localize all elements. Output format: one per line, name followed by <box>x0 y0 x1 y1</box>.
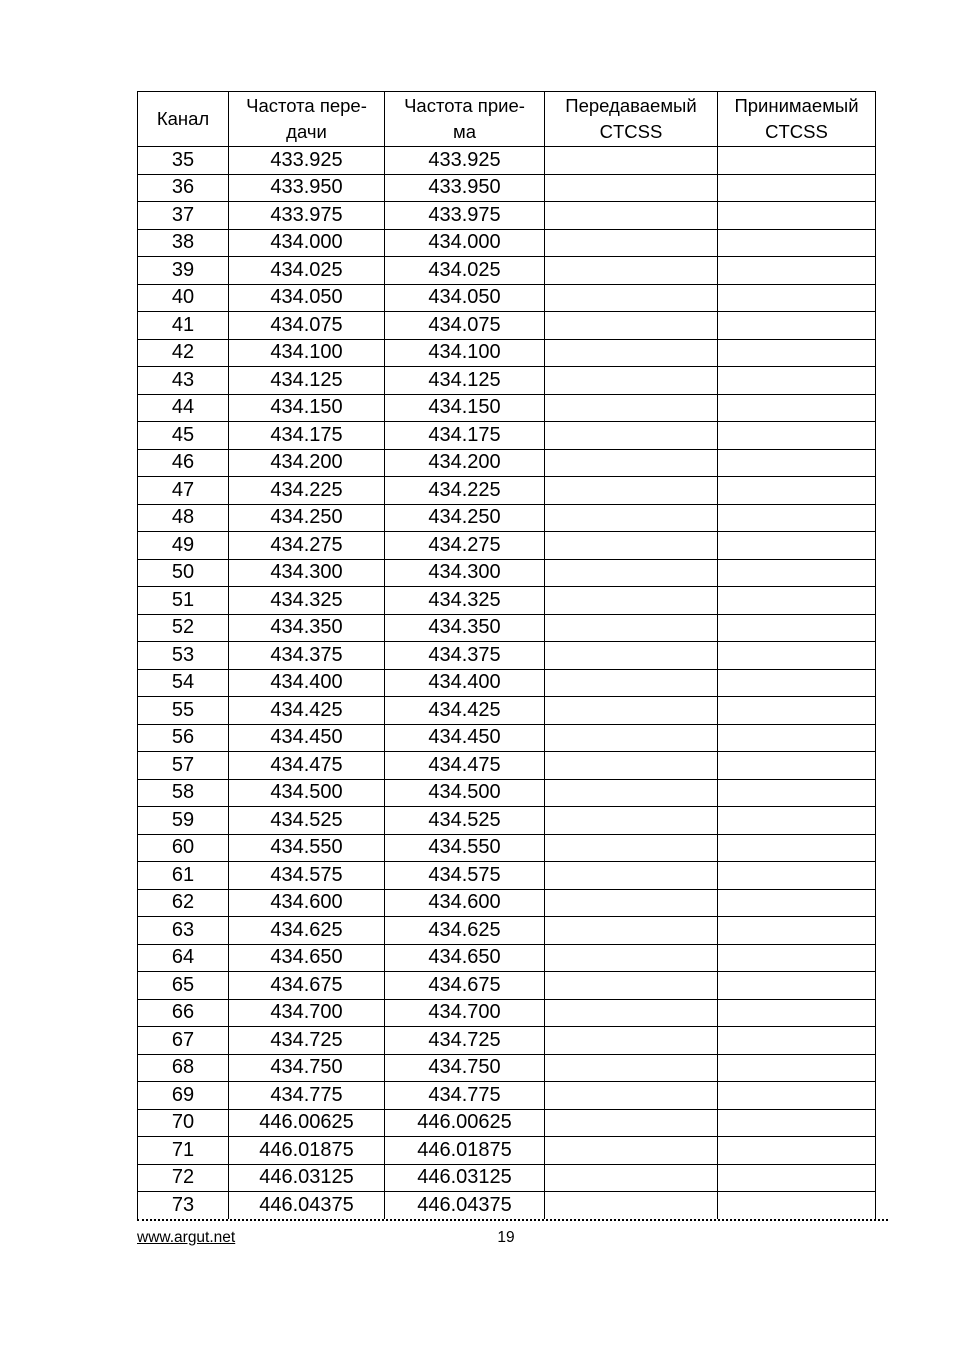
tx-ctcss-cell <box>545 1109 718 1137</box>
channel-cell: 52 <box>138 614 229 642</box>
table-row <box>138 1164 876 1192</box>
tx-freq-cell: 434.425 <box>229 697 385 725</box>
rx-freq-cell: 434.275 <box>385 532 545 560</box>
rx-ctcss-cell <box>718 642 876 670</box>
table-row <box>138 999 876 1027</box>
rx-ctcss-cell <box>718 229 876 257</box>
tx-freq-cell: 434.075 <box>229 312 385 340</box>
rx-freq-cell: 434.100 <box>385 339 545 367</box>
tx-freq-cell: 434.600 <box>229 889 385 917</box>
rx-ctcss-cell <box>718 422 876 450</box>
channel-cell: 72 <box>138 1164 229 1192</box>
table-row <box>138 229 876 257</box>
channel-cell: 47 <box>138 477 229 505</box>
rx-ctcss-cell <box>718 449 876 477</box>
tx-freq-cell: 434.725 <box>229 1027 385 1055</box>
channel-cell: 43 <box>138 367 229 395</box>
table-row <box>138 889 876 917</box>
channel-cell: 35 <box>138 147 229 175</box>
channel-table-container <box>137 91 875 1249</box>
column-header-tx_freq <box>229 92 385 147</box>
rx-freq-cell: 434.675 <box>385 972 545 1000</box>
channel-cell: 46 <box>138 449 229 477</box>
table-row <box>138 312 876 340</box>
tx-ctcss-cell <box>545 807 718 835</box>
tx-ctcss-cell <box>545 1164 718 1192</box>
rx-freq-cell: 434.200 <box>385 449 545 477</box>
channel-cell: 70 <box>138 1109 229 1137</box>
rx-freq-cell: 434.250 <box>385 504 545 532</box>
rx-ctcss-cell <box>718 477 876 505</box>
column-header-channel <box>138 92 229 147</box>
column-header-channel-line: Канал <box>156 108 210 130</box>
tx-freq-cell: 434.000 <box>229 229 385 257</box>
column-header-tx_freq-line: Частота пере- <box>246 95 367 117</box>
tx-ctcss-cell <box>545 669 718 697</box>
table-row <box>138 944 876 972</box>
table-row <box>138 697 876 725</box>
table-row <box>138 917 876 945</box>
table-row <box>138 257 876 285</box>
channel-cell: 41 <box>138 312 229 340</box>
rx-freq-cell: 446.01875 <box>385 1137 545 1165</box>
channel-table-body <box>138 147 876 1219</box>
table-row <box>138 642 876 670</box>
channel-cell: 36 <box>138 174 229 202</box>
channel-cell: 54 <box>138 669 229 697</box>
channel-cell: 68 <box>138 1054 229 1082</box>
tx-freq-cell: 434.700 <box>229 999 385 1027</box>
rx-ctcss-cell <box>718 889 876 917</box>
table-row <box>138 284 876 312</box>
tx-freq-cell: 433.950 <box>229 174 385 202</box>
tx-ctcss-cell <box>545 174 718 202</box>
rx-freq-cell: 433.925 <box>385 147 545 175</box>
column-header-rx_ctcss-line: CTCSS <box>765 121 828 142</box>
tx-freq-cell: 434.750 <box>229 1054 385 1082</box>
tx-freq-cell: 434.225 <box>229 477 385 505</box>
tx-freq-cell: 446.00625 <box>229 1109 385 1137</box>
tx-ctcss-cell <box>545 339 718 367</box>
page-number: 19 <box>497 1228 515 1246</box>
column-header-tx_ctcss <box>545 92 718 147</box>
tx-ctcss-cell <box>545 587 718 615</box>
table-row <box>138 174 876 202</box>
table-row <box>138 587 876 615</box>
rx-ctcss-cell <box>718 504 876 532</box>
rx-freq-cell: 434.400 <box>385 669 545 697</box>
channel-cell: 40 <box>138 284 229 312</box>
table-row <box>138 1137 876 1165</box>
channel-cell: 48 <box>138 504 229 532</box>
tx-freq-cell: 433.925 <box>229 147 385 175</box>
rx-freq-cell: 434.225 <box>385 477 545 505</box>
table-row <box>138 394 876 422</box>
channel-cell: 59 <box>138 807 229 835</box>
rx-ctcss-cell <box>718 257 876 285</box>
column-header-rx_freq <box>385 92 545 147</box>
table-row <box>138 724 876 752</box>
rx-freq-cell: 446.04375 <box>385 1192 545 1219</box>
rx-freq-cell: 434.300 <box>385 559 545 587</box>
table-row <box>138 834 876 862</box>
tx-freq-cell: 434.200 <box>229 449 385 477</box>
column-header-tx_ctcss-line: Передаваемый <box>565 95 697 117</box>
tx-ctcss-cell <box>545 229 718 257</box>
channel-cell: 42 <box>138 339 229 367</box>
tx-freq-cell: 446.03125 <box>229 1164 385 1192</box>
channel-cell: 56 <box>138 724 229 752</box>
rx-freq-cell: 434.525 <box>385 807 545 835</box>
tx-freq-cell: 434.575 <box>229 862 385 890</box>
tx-ctcss-cell <box>545 1192 718 1219</box>
tx-freq-cell: 434.675 <box>229 972 385 1000</box>
rx-freq-cell: 434.475 <box>385 752 545 780</box>
tx-ctcss-cell <box>545 724 718 752</box>
tx-freq-cell: 434.375 <box>229 642 385 670</box>
table-row <box>138 862 876 890</box>
channel-cell: 38 <box>138 229 229 257</box>
column-header-rx_freq-line: ма <box>452 121 476 142</box>
tx-freq-cell: 434.550 <box>229 834 385 862</box>
rx-freq-cell: 434.375 <box>385 642 545 670</box>
column-header-rx_ctcss-line: Принимаемый <box>734 95 859 117</box>
rx-ctcss-cell <box>718 147 876 175</box>
rx-ctcss-cell <box>718 202 876 230</box>
tx-freq-cell: 434.150 <box>229 394 385 422</box>
column-header-tx_freq-line: дачи <box>286 121 327 142</box>
footer-website-link[interactable]: www.argut.net <box>137 1228 236 1246</box>
tx-ctcss-cell <box>545 367 718 395</box>
rx-ctcss-cell <box>718 339 876 367</box>
tx-ctcss-cell <box>545 697 718 725</box>
tx-freq-cell: 434.525 <box>229 807 385 835</box>
table-row <box>138 477 876 505</box>
tx-freq-cell: 434.025 <box>229 257 385 285</box>
channel-cell: 44 <box>138 394 229 422</box>
rx-ctcss-cell <box>718 779 876 807</box>
rx-freq-cell: 434.725 <box>385 1027 545 1055</box>
rx-freq-cell: 434.325 <box>385 587 545 615</box>
column-header-tx_ctcss-line: CTCSS <box>599 121 663 142</box>
page-footer <box>137 1227 875 1249</box>
header-row <box>138 92 876 147</box>
rx-ctcss-cell <box>718 944 876 972</box>
tx-freq-cell: 434.100 <box>229 339 385 367</box>
channel-cell: 63 <box>138 917 229 945</box>
rx-ctcss-cell <box>718 724 876 752</box>
channel-cell: 73 <box>138 1192 229 1219</box>
rx-ctcss-cell <box>718 834 876 862</box>
tx-ctcss-cell <box>545 559 718 587</box>
tx-ctcss-cell <box>545 504 718 532</box>
table-row <box>138 1082 876 1110</box>
table-row <box>138 1027 876 1055</box>
table-row <box>138 1192 876 1219</box>
rx-freq-cell: 434.500 <box>385 779 545 807</box>
rx-ctcss-cell <box>718 669 876 697</box>
tx-ctcss-cell <box>545 477 718 505</box>
tx-ctcss-cell <box>545 257 718 285</box>
channel-cell: 71 <box>138 1137 229 1165</box>
rx-freq-cell: 434.550 <box>385 834 545 862</box>
table-row <box>138 422 876 450</box>
rx-ctcss-cell <box>718 972 876 1000</box>
tx-ctcss-cell <box>545 202 718 230</box>
channel-cell: 66 <box>138 999 229 1027</box>
table-row <box>138 669 876 697</box>
channel-table-header <box>138 92 876 147</box>
channel-cell: 50 <box>138 559 229 587</box>
table-row <box>138 147 876 175</box>
tx-ctcss-cell <box>545 779 718 807</box>
rx-freq-cell: 434.425 <box>385 697 545 725</box>
rx-ctcss-cell <box>718 284 876 312</box>
column-header-rx_freq-line: Частота прие- <box>404 95 525 117</box>
tx-freq-cell: 434.475 <box>229 752 385 780</box>
table-row <box>138 339 876 367</box>
rx-freq-cell: 434.575 <box>385 862 545 890</box>
channel-cell: 64 <box>138 944 229 972</box>
rx-freq-cell: 434.600 <box>385 889 545 917</box>
rx-ctcss-cell <box>718 394 876 422</box>
channel-cell: 67 <box>138 1027 229 1055</box>
tx-freq-cell: 434.650 <box>229 944 385 972</box>
rx-ctcss-cell <box>718 1109 876 1137</box>
tx-ctcss-cell <box>545 889 718 917</box>
tx-freq-cell: 434.625 <box>229 917 385 945</box>
rx-ctcss-cell <box>718 1054 876 1082</box>
rx-freq-cell: 433.950 <box>385 174 545 202</box>
rx-ctcss-cell <box>718 312 876 340</box>
rx-ctcss-cell <box>718 614 876 642</box>
rx-freq-cell: 434.050 <box>385 284 545 312</box>
tx-ctcss-cell <box>545 999 718 1027</box>
tx-ctcss-cell <box>545 1137 718 1165</box>
rx-ctcss-cell <box>718 697 876 725</box>
tx-ctcss-cell <box>545 1027 718 1055</box>
rx-freq-cell: 434.775 <box>385 1082 545 1110</box>
rx-ctcss-cell <box>718 862 876 890</box>
tx-freq-cell: 434.400 <box>229 669 385 697</box>
tx-freq-cell: 434.125 <box>229 367 385 395</box>
rx-ctcss-cell <box>718 807 876 835</box>
rx-ctcss-cell <box>718 367 876 395</box>
tx-ctcss-cell <box>545 1082 718 1110</box>
channel-cell: 60 <box>138 834 229 862</box>
tx-ctcss-cell <box>545 917 718 945</box>
rx-freq-cell: 434.750 <box>385 1054 545 1082</box>
tx-freq-cell: 434.175 <box>229 422 385 450</box>
table-row <box>138 807 876 835</box>
tx-freq-cell: 446.04375 <box>229 1192 385 1219</box>
tx-ctcss-cell <box>545 642 718 670</box>
rx-ctcss-cell <box>718 752 876 780</box>
table-row <box>138 559 876 587</box>
rx-freq-cell: 433.975 <box>385 202 545 230</box>
channel-cell: 53 <box>138 642 229 670</box>
channel-cell: 49 <box>138 532 229 560</box>
rx-freq-cell: 434.075 <box>385 312 545 340</box>
tx-freq-cell: 434.050 <box>229 284 385 312</box>
rx-ctcss-cell <box>718 1164 876 1192</box>
rx-ctcss-cell <box>718 999 876 1027</box>
tx-ctcss-cell <box>545 752 718 780</box>
table-row <box>138 752 876 780</box>
tx-ctcss-cell <box>545 532 718 560</box>
tx-ctcss-cell <box>545 422 718 450</box>
table-row <box>138 532 876 560</box>
channel-cell: 55 <box>138 697 229 725</box>
page-break-dotted-line <box>137 1219 888 1221</box>
rx-ctcss-cell <box>718 587 876 615</box>
tx-freq-cell: 434.500 <box>229 779 385 807</box>
column-header-rx_ctcss <box>718 92 876 147</box>
table-row <box>138 1109 876 1137</box>
rx-freq-cell: 434.350 <box>385 614 545 642</box>
table-row <box>138 202 876 230</box>
table-row <box>138 972 876 1000</box>
rx-freq-cell: 434.625 <box>385 917 545 945</box>
tx-freq-cell: 434.275 <box>229 532 385 560</box>
tx-ctcss-cell <box>545 944 718 972</box>
channel-cell: 65 <box>138 972 229 1000</box>
channel-cell: 57 <box>138 752 229 780</box>
channel-cell: 58 <box>138 779 229 807</box>
tx-freq-cell: 434.250 <box>229 504 385 532</box>
rx-ctcss-cell <box>718 1192 876 1219</box>
tx-freq-cell: 434.350 <box>229 614 385 642</box>
tx-freq-cell: 446.01875 <box>229 1137 385 1165</box>
channel-cell: 51 <box>138 587 229 615</box>
rx-ctcss-cell <box>718 917 876 945</box>
tx-freq-cell: 433.975 <box>229 202 385 230</box>
tx-ctcss-cell <box>545 312 718 340</box>
table-row <box>138 614 876 642</box>
rx-ctcss-cell <box>718 532 876 560</box>
channel-cell: 62 <box>138 889 229 917</box>
rx-freq-cell: 434.150 <box>385 394 545 422</box>
rx-freq-cell: 434.000 <box>385 229 545 257</box>
tx-freq-cell: 434.300 <box>229 559 385 587</box>
channel-frequency-table <box>137 91 876 1219</box>
tx-ctcss-cell <box>545 1054 718 1082</box>
table-row <box>138 779 876 807</box>
tx-ctcss-cell <box>545 972 718 1000</box>
tx-freq-cell: 434.450 <box>229 724 385 752</box>
tx-ctcss-cell <box>545 449 718 477</box>
tx-ctcss-cell <box>545 147 718 175</box>
tx-ctcss-cell <box>545 284 718 312</box>
table-row <box>138 504 876 532</box>
rx-freq-cell: 434.125 <box>385 367 545 395</box>
channel-cell: 69 <box>138 1082 229 1110</box>
tx-ctcss-cell <box>545 862 718 890</box>
tx-freq-cell: 434.325 <box>229 587 385 615</box>
tx-ctcss-cell <box>545 394 718 422</box>
rx-freq-cell: 434.700 <box>385 999 545 1027</box>
rx-ctcss-cell <box>718 1082 876 1110</box>
channel-cell: 37 <box>138 202 229 230</box>
rx-freq-cell: 434.175 <box>385 422 545 450</box>
rx-freq-cell: 446.00625 <box>385 1109 545 1137</box>
channel-cell: 39 <box>138 257 229 285</box>
rx-freq-cell: 434.025 <box>385 257 545 285</box>
rx-ctcss-cell <box>718 1027 876 1055</box>
rx-ctcss-cell <box>718 559 876 587</box>
tx-ctcss-cell <box>545 614 718 642</box>
table-row <box>138 1054 876 1082</box>
rx-freq-cell: 446.03125 <box>385 1164 545 1192</box>
channel-cell: 45 <box>138 422 229 450</box>
rx-ctcss-cell <box>718 174 876 202</box>
table-row <box>138 449 876 477</box>
tx-freq-cell: 434.775 <box>229 1082 385 1110</box>
channel-cell: 61 <box>138 862 229 890</box>
table-row <box>138 367 876 395</box>
rx-ctcss-cell <box>718 1137 876 1165</box>
rx-freq-cell: 434.450 <box>385 724 545 752</box>
tx-ctcss-cell <box>545 834 718 862</box>
rx-freq-cell: 434.650 <box>385 944 545 972</box>
